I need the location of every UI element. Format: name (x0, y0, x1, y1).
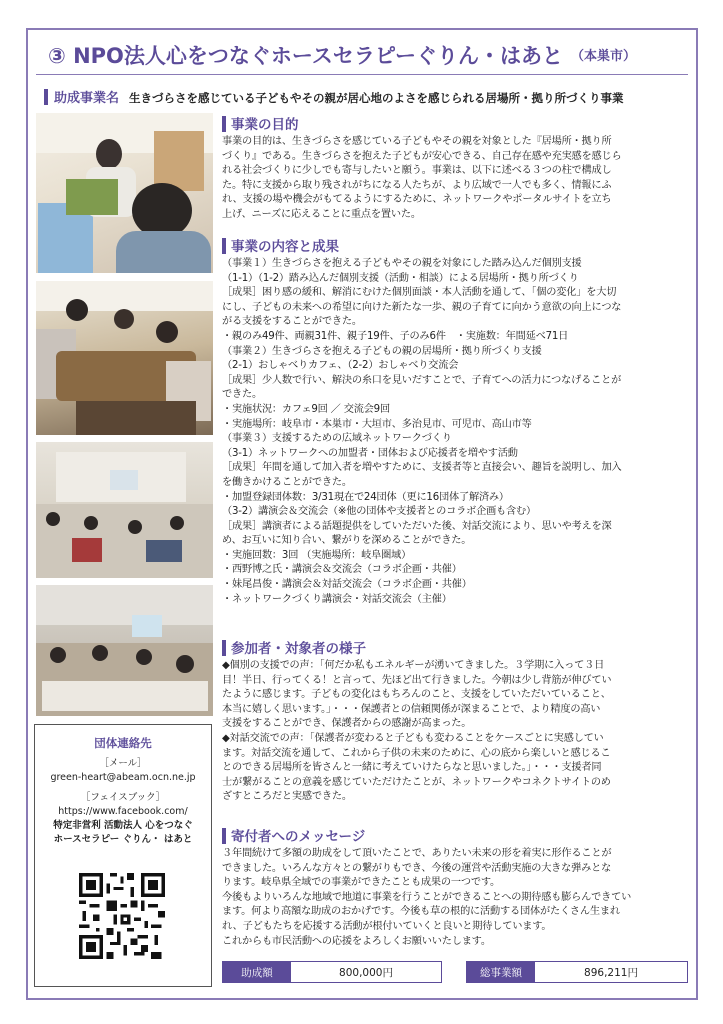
text-line: ３年間続けて多額の助成をして頂いたことで、ありたい未来の形を着実に形作ることが (222, 848, 612, 859)
text-line: 上げ、ニーズに応えることに重点を置いた。 (222, 208, 421, 220)
message-heading: 寄付者へのメッセージ (231, 829, 366, 845)
text-line: 士が繋がることの意義を感じていただけたことが、ネットワークやコネクトサイトのめ (222, 776, 611, 788)
city-label: （本巣市） (571, 49, 637, 64)
text-line: （1-1）（1-2）踏み込んだ個別支援（活動・相談）による居場所・拠り所づくり (222, 272, 579, 284)
text-line: れる社会づくりに少しでも寄与したいと願う。事業は、以下に述べる３つの柱で構成し (222, 165, 612, 177)
heading-bar (222, 828, 226, 844)
contact-box (34, 724, 212, 987)
purpose-heading: 事業の目的 (231, 117, 299, 133)
text-line: ・親のみ49件、両親31件、親子19件、子のみ6件 ・実施数：年間延べ71日 (222, 330, 569, 342)
text-line: ［成果］年間を通して加入者を増やすために、支援者等と直接会い、趣旨を説明し、加入 (222, 462, 622, 474)
section-purpose (222, 115, 688, 223)
text-line: ◆対話交流での声：「保護者が変わると子どもも変わることをケースごとに実感してい (222, 732, 604, 744)
text-line: 目！半日、行ってくる！と言って、先ほど出て行きました。今朝は少し背筋が伸びてい (222, 674, 612, 686)
text-line: 支援をすることができ、保護者からの感謝が高まった。 (222, 718, 472, 730)
total-label: 総事業額 (467, 962, 535, 982)
message-body (222, 847, 688, 949)
heading-bar (222, 116, 226, 132)
email-link[interactable]: green-heart@abeam.ocn.ne.jp (50, 772, 196, 783)
text-line: （事業３）支援するための広域ネットワークづくり (222, 433, 452, 445)
qr-code-icon[interactable] (79, 873, 165, 959)
contact-heading: 団体連絡先 (94, 736, 152, 750)
text-line: ・妹尾昌俊・講演会＆対話交流会（コラボ企画・共催） (222, 579, 472, 591)
text-line: できました。いろんな方々との繋がりもでき、今後の運営や活動実施の大きな弾みとな (222, 862, 612, 874)
heading-bar (44, 89, 48, 105)
subsidy-name: 生きづらさを感じている子どもやその親が居心地のよさを感じられる居場所・拠り所づくり事業 (129, 91, 624, 105)
text-line: （3-1）ネットワークへの加盟者・団体および応援者を増やす活動 (222, 447, 518, 459)
grant-label: 助成額 (223, 962, 291, 982)
text-line: た。特に支援から取り残されがちになる人たちが、より広域で一人でも多く、情報にふ (222, 179, 612, 191)
content-body (222, 257, 688, 607)
subsidy-label: 助成事業名 (54, 91, 120, 106)
total-amount-box (466, 961, 688, 983)
total-value: 896,211円 (584, 966, 638, 979)
section-heading (222, 237, 688, 257)
text-line: ・実施場所：岐阜市・本巣市・大垣市、多治見市、可児市、高山市等 (222, 418, 532, 430)
grant-amount-box (222, 961, 442, 983)
section-heading (222, 827, 688, 847)
participants-body (222, 659, 688, 805)
text-line: にし、子どもの未来への希望に向けた新たな一歩、親の子育てに向かう意欲の向上につな (222, 301, 622, 313)
section-heading (222, 115, 688, 135)
text-line: ［成果］少人数で行い、解決の糸口を見いだすことで、子育てへの活力につなげることが (222, 374, 622, 386)
text-line: を働きかけることができた。 (222, 476, 352, 488)
text-line: ・ネットワークづくり講演会・対話交流会（主催） (222, 593, 452, 605)
text-line: め、お互いに知り合い、繋がりを深めることができた。 (222, 535, 472, 547)
grant-value: 800,000円 (339, 966, 393, 979)
text-line: ◆個別の支援での声：「何だか私もエネルギーが湧いてきました。３学期に入って３日 (222, 660, 605, 671)
text-line: 今後もよりいろんな地域で地道に事業を行うことができることへの期待感も膨らんできてい (222, 891, 632, 903)
text-line: れ、子どもたちを応援する活動が根付いていくと良いと期待しています。 (222, 920, 552, 932)
facebook-label: ［フェイスブック］ (80, 792, 166, 803)
org-name-line-2: ホースセラピー ぐりん・ はあと (53, 834, 193, 845)
text-line: ります。岐阜県全域での事業ができたことも成果の一つです。 (222, 877, 501, 889)
purpose-body (222, 135, 688, 223)
text-line: （事業１）生きづらさを抱える子どもやその親を対象にした踏み込んだ個別支援 (222, 258, 582, 269)
heading-bar (222, 238, 226, 254)
text-line: れ、支援の場や機会がもてるようにするために、ネットワークやポータルサイトを立ち (222, 194, 612, 206)
section-message (222, 827, 688, 949)
text-line: ます。何より高額な助成のおかげです。今後も草の根的に活動する団体がたくさん生まれ (222, 906, 620, 918)
text-line: （2-1）おしゃべりカフェ、（2-2）おしゃべり交流会 (222, 360, 459, 372)
section-participants (222, 639, 688, 805)
organization-title: ③ NPO法人心をつなぐホースセラピーぐりん・はあと (48, 44, 564, 68)
text-line: ・西野博之氏・講演会＆交流会（コラボ企画・共催） (222, 564, 462, 576)
text-line: 本当に嬉しく思います。」・・・保護者との信頼関係が深まることで、より精度の高い (222, 703, 601, 715)
mail-label: ［メール］ (99, 758, 147, 769)
section-content (222, 237, 688, 607)
text-line: これからも市民活動への応援をよろしくお願いいたします。 (222, 935, 491, 947)
text-line: ・加盟登録団体数：3/31現在で24団体（更に16団体了解済み） (222, 491, 509, 503)
text-line: たように感じます。子どもの変化はもちろんのこと、支援をしていただいていること、 (222, 689, 611, 701)
text-line: 事業の目的は、生きづらさを感じている子どもやその親を対象とした『居場所・拠り所 (222, 136, 612, 147)
participants-heading: 参加者・対象者の様子 (231, 641, 366, 657)
photo-lecture-hall (36, 442, 213, 578)
heading-bar (222, 640, 226, 656)
section-heading (222, 639, 688, 659)
subsidy-project (44, 87, 684, 106)
text-line: づくり』である。生きづらさを抱えた子どもが安心できる、自己存在感や充実感を感じら (222, 150, 622, 162)
photo-counseling (36, 113, 213, 273)
text-line: がる支援をすることができた。 (222, 316, 362, 328)
text-line: ・実施状況：カフェ9回 ／ 交流会9回 (222, 403, 390, 415)
text-line: ［成果］講演者による話題提供をしていただいた後、対話交流により、思いや考えを深 (222, 520, 612, 532)
text-line: ざすところだと実感できた。 (222, 791, 352, 803)
facebook-link[interactable]: https://www.facebook.com/ (58, 806, 188, 817)
text-line: できた。 (222, 389, 262, 401)
title-divider (36, 74, 688, 75)
text-line: とのできる居場所を皆さんと一緒に考えていけたらなと思いました。」・・・支援者同 (222, 762, 602, 774)
photo-seminar-room (36, 585, 213, 716)
text-line: ・実施回数：3回 （実施場所：岐阜圏域） (222, 549, 412, 561)
photo-group-cafe (36, 281, 213, 435)
org-name-line-1: 特定非営利 活動法人 心をつなぐ (53, 820, 193, 831)
text-line: （3-2）講演会＆交流会（※他の団体や支援者とのコラボ企画も含む） (222, 506, 537, 518)
text-line: ［成果］困り感の緩和、解消にむけた個別面談・本人活動を通して、「個の変化」を大切 (222, 287, 617, 299)
text-line: ます。対話交流を通して、これから子供の未来のために、心の底から楽しいと感じるこ (222, 747, 611, 759)
text-line: （事業２）生きづらさを抱える子どもの親の居場所・拠り所づくり支援 (222, 345, 542, 357)
page-title (48, 40, 688, 74)
content-heading: 事業の内容と成果 (231, 239, 339, 255)
